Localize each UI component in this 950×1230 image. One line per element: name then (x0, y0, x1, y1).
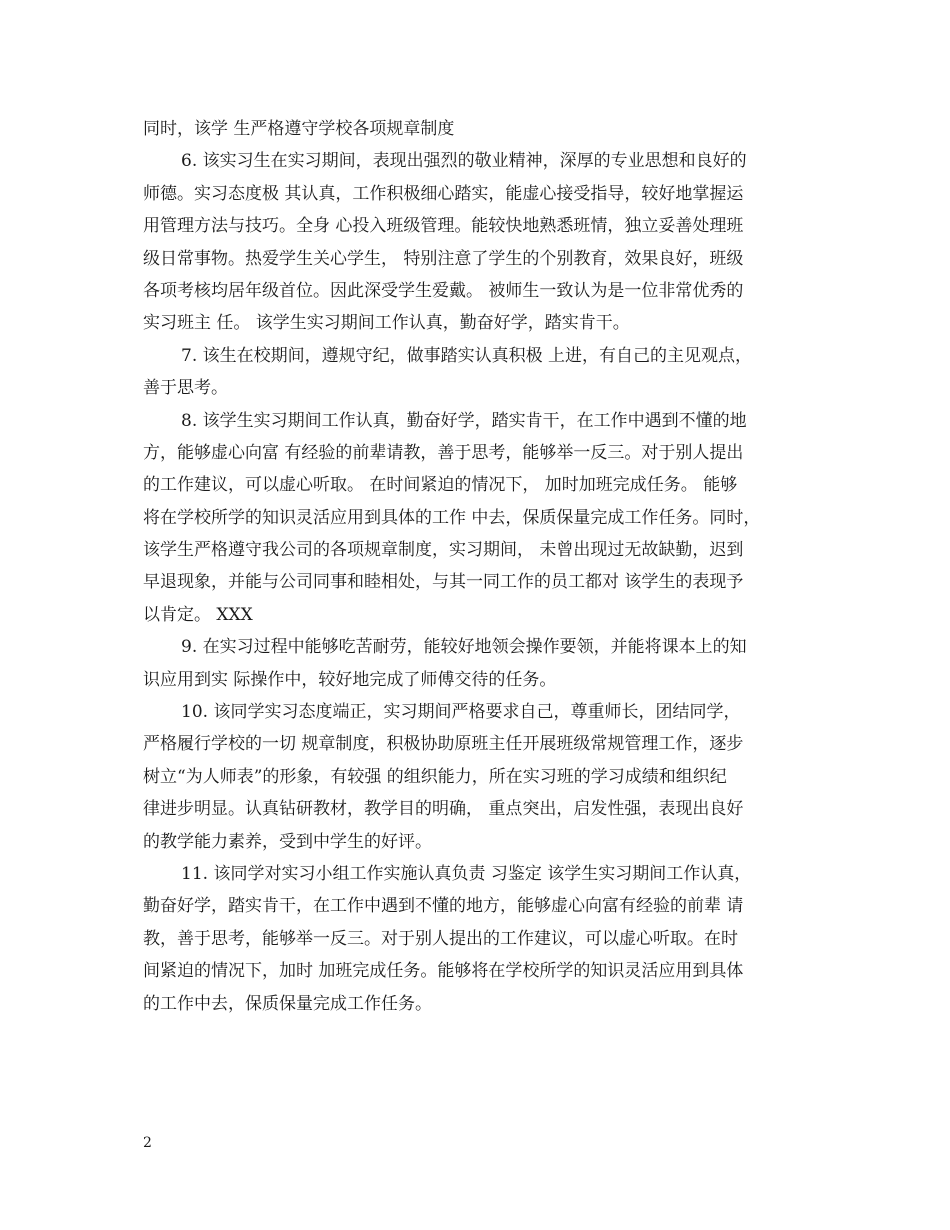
text-line: 识应用到实 际操作中，较好地完成了师傅交待的任务。 (143, 669, 557, 690)
text-line: 间紧迫的情况下，加时 加班完成任务。能够将在学校所学的知识灵活应用到具体 (143, 961, 744, 982)
text-line: 各项考核均居年级首位。因此深受学生爱戴。 被师生一致认为是一位非常优秀的 (143, 280, 744, 301)
text-line: 早退现象，并能与公司同事和睦相处，与其一同工作的员工都对 该学生的表现予 (143, 572, 744, 593)
text-line: 用管理方法与技巧。全身 心投入班级管理。能较快地熟悉班情，独立妥善处理班 (143, 216, 744, 237)
text-line: 师德。实习态度极 其认真，工作积极细心踏实，能虚心接受指导，较好地掌握运 (143, 183, 744, 204)
text-line: 同时，该学 生严格遵守学校各项规章制度 (143, 119, 455, 139)
text-line: 善于思考。 (143, 378, 228, 399)
text-line: 7. 该生在校期间，遵规守纪，做事踏实认真积极 上进，有自己的主见观点， (181, 345, 753, 366)
text-line: 6. 该实习生在实习期间，表现出强烈的敬业精神，深厚的专业思想和良好的 (181, 151, 747, 172)
document-body (143, 113, 813, 1020)
text-line: 的工作中去，保质保量完成工作任务。 (143, 993, 432, 1014)
text-line: 将在学校所学的知识灵活应用到具体的工作 中去，保质保量完成工作任务。同时， (143, 507, 761, 528)
text-line: 严格履行学校的一切 规章制度，积极协助原班主任开展班级常规管理工作，逐步 (143, 734, 744, 755)
text-line: 方，能够虚心向富 有经验的前辈请教，善于思考，能够举一反三。对于别人提出 (143, 442, 744, 463)
text-line: 11. 该同学对实习小组工作实施认真负责 习鉴定 该学生实习期间工作认真， (181, 863, 752, 884)
text-line: 以肯定。 XXX (143, 604, 253, 625)
text-line: 10. 该同学实习态度端正，实习期间严格要求自己，尊重师长，团结同学， (181, 702, 741, 723)
page-number: 2 (143, 1135, 152, 1151)
text-line: 实习班主 任。 该学生实习期间工作认真，勤奋好学，踏实肯干。 (143, 313, 630, 334)
text-line: 的工作建议，可以虚心听取。 在时间紧迫的情况下， 加时加班完成任务。 能够 (143, 475, 738, 496)
text-line: 教，善于思考，能够举一反三。对于别人提出的工作建议，可以虚心听取。在时 (143, 928, 738, 949)
text-line: 树立“为人师表”的形象，有较强 的组织能力，所在实习班的学习成绩和组织纪 (143, 766, 727, 787)
text-line: 勤奋好学，踏实肯干，在工作中遇到不懂的地方，能够虚心向富有经验的前辈 请 (143, 896, 744, 917)
text-line: 律进步明显。认真钻研教材，教学目的明确， 重点突出，启发性强，表现出良好 (143, 799, 744, 820)
text-line: 的教学能力素养，受到中学生的好评。 (143, 831, 432, 852)
text-line: 该学生严格遵守我公司的各项规章制度，实习期间， 未曾出现过无故缺勤，迟到 (143, 540, 744, 561)
text-line: 9. 在实习过程中能够吃苦耐劳，能较好地领会操作要领，并能将课本上的知 (181, 637, 747, 658)
text-line: 级日常事物。热爱学生关心学生， 特别注意了学生的个别教育，效果良好，班级 (143, 248, 744, 269)
text-line: 8. 该学生实习期间工作认真，勤奋好学，踏实肯干，在工作中遇到不懂的地 (181, 410, 747, 431)
